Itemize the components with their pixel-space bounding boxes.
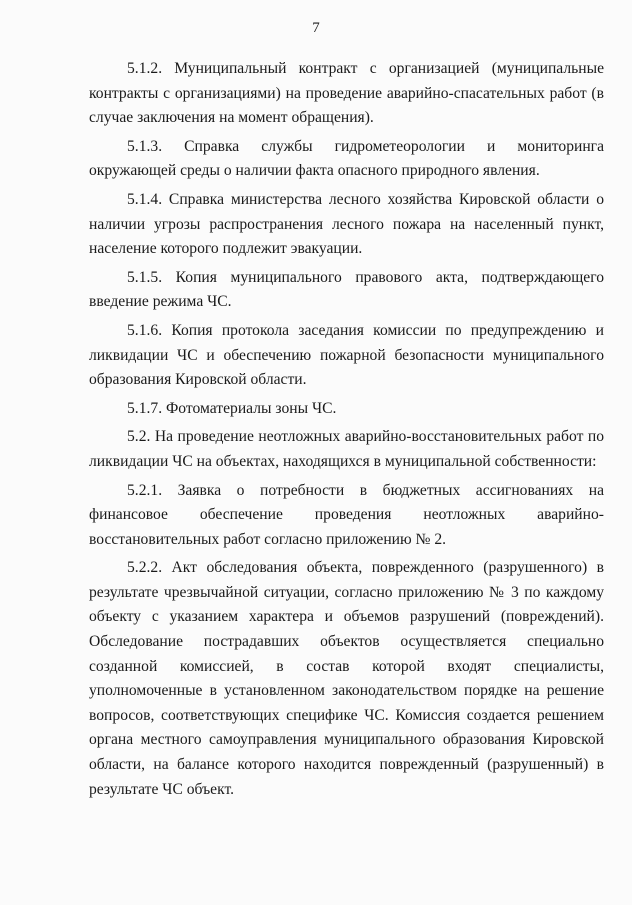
- paragraph-5-1-4: 5.1.4. Справка министерства лесного хозяйства Кировской области о наличии угрозы распространения лесного пожара на населенный пункт, население которого подлежит эвакуации.: [89, 190, 604, 258]
- page-number: 7: [312, 20, 320, 36]
- paragraph-5-1-7: 5.1.7. Фотоматериалы зоны ЧС.: [127, 399, 337, 417]
- paragraph-5-1-3: 5.1.3. Справка службы гидрометеорологии и мониторинга окружающей среды о наличии факта опасного природного явления.: [89, 137, 604, 180]
- paragraph-5-1-6: 5.1.6. Копия протокола заседания комиссии по предупреждению и ликвидации ЧС и обеспечению пожарной безопасности муниципального образования Кировской области.: [89, 321, 604, 389]
- document-body: [89, 57, 604, 806]
- paragraph-5-1-2: 5.1.2. Муниципальный контракт с организацией (муниципальные контракты с организациями) на проведение аварийно-спасательных работ (в случае заключения на момент обращения).: [89, 60, 604, 127]
- paragraph-5-1-5: 5.1.5. Копия муниципального правового акта, подтверждающего введение режима ЧС.: [89, 268, 604, 311]
- paragraph-5-2-1: 5.2.1. Заявка о потребности в бюджетных ассигнованиях на финансовое обеспечение проведения неотложных аварийно-восстановительных работ согласно приложению № 2.: [89, 481, 604, 548]
- paragraph-5-2: 5.2. На проведение неотложных аварийно-восстановительных работ по ликвидации ЧС на объектах, находящихся в муниципальной собственности:: [89, 428, 604, 470]
- paragraph-5-2-2: 5.2.2. Акт обследования объекта, поврежденного (разрушенного) в результате чрезвычайной ситуации, согласно приложению № 3 по каждому объекту с указанием характера и объемов разрушений (повреждений). Обследование пострадавших объектов осуществляется специально созданной комиссией, в состав которой входят специалисты, уполномоченные в установленном законодательством порядке на решение вопросов, соответствующих специфике ЧС. Комиссия создается решением органа местного самоуправления муниципального образования Кировской области, на балансе которого находится поврежденный (разрушенный) в результате ЧС объект.: [89, 559, 604, 798]
